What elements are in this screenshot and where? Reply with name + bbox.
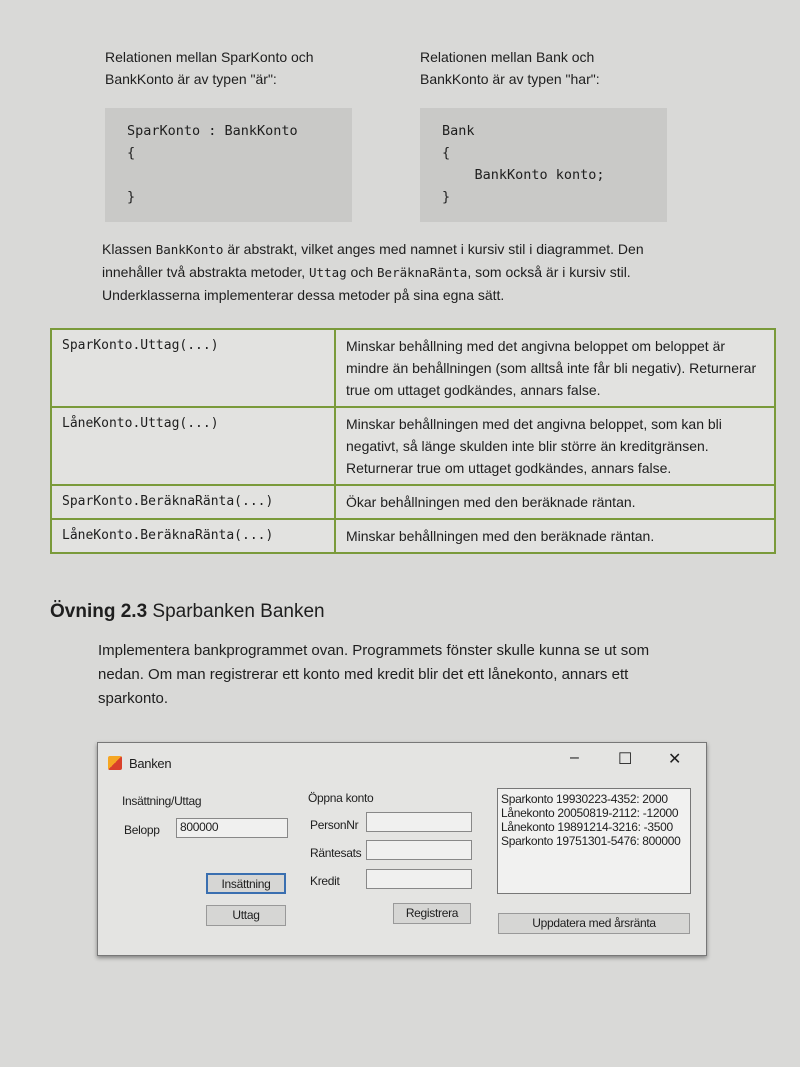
credit-input[interactable]	[366, 869, 472, 889]
table-row: LåneKonto.BeräknaRänta(...) Minskar behållningen med den beräknade räntan.	[51, 519, 775, 553]
list-item[interactable]: Lånekonto 20050819-2112: -12000	[501, 806, 679, 820]
exercise-text: Implementera bankprogrammet ovan. Programmets fönster skulle kunna se ut som nedan. Om man registrerar ett konto med kredit blir det ett lånekonto, annars ett sparkonto.	[98, 642, 650, 707]
table-row: SparKonto.BeräknaRänta(...) Ökar behållningen med den beräknade räntan.	[51, 485, 775, 519]
banken-window	[97, 742, 707, 956]
left-code-box: SparKonto : BankKonto { }	[105, 108, 352, 222]
register-button[interactable]: Registrera	[393, 903, 471, 924]
exercise-heading: Övning 2.3 Sparbanken Banken	[50, 601, 325, 622]
amount-input[interactable]: 800000	[176, 818, 288, 838]
deposit-button[interactable]: Insättning	[206, 873, 286, 894]
right-intro: Relationen mellan Bank och BankKonto är av typen "har":	[420, 49, 600, 87]
list-item[interactable]: Lånekonto 19891214-3216: -3500	[501, 820, 673, 834]
list-item[interactable]: Sparkonto 19930223-4352: 2000	[501, 792, 668, 806]
deposit-group-label: Insättning/Uttag	[122, 794, 202, 808]
description-paragraph: Klassen BankKonto är abstrakt, vilket anges med namnet i kursiv stil i diagrammet. Den innehåller två abstrakta metoder, Uttag och BeräknaRänta, som också är i kursiv stil. Underklasserna implementerar dessa metoder på sina egna sätt.	[102, 241, 644, 303]
amount-label: Belopp	[124, 823, 160, 837]
close-button[interactable]: ✕	[668, 751, 682, 768]
rate-label: Räntesats	[310, 846, 362, 860]
withdraw-button[interactable]: Uttag	[206, 905, 286, 926]
minimize-button[interactable]: –	[570, 749, 579, 766]
table-row: SparKonto.Uttag(...) Minskar behållning med det angivna beloppet om beloppet är mindre än behållningen (som alltså inte får bli negativ). Returnerar true om uttaget godkändes, annars false.	[51, 329, 775, 407]
window-title: Banken	[129, 756, 172, 771]
personnr-label: PersonNr	[310, 818, 359, 832]
update-interest-button[interactable]: Uppdatera med årsränta	[498, 913, 690, 934]
accounts-list[interactable]	[497, 788, 691, 894]
method-table	[50, 328, 776, 554]
maximize-button[interactable]: ☐	[618, 751, 633, 768]
rate-input[interactable]	[366, 840, 472, 860]
app-icon	[108, 756, 122, 770]
credit-label: Kredit	[310, 874, 340, 888]
personnr-input[interactable]	[366, 812, 472, 832]
list-item[interactable]: Sparkonto 19751301-5476: 800000	[501, 834, 681, 848]
table-row: LåneKonto.Uttag(...) Minskar behållningen med det angivna beloppet, som kan bli negativt, så länge skulden inte blir större än kreditgränsen. Returnerar true om uttaget godkändes, annars false.	[51, 407, 775, 485]
open-account-group-label: Öppna konto	[308, 791, 374, 805]
left-intro: Relationen mellan SparKonto och BankKonto är av typen "är":	[105, 49, 314, 87]
right-code-box: Bank { BankKonto konto; }	[420, 108, 667, 222]
